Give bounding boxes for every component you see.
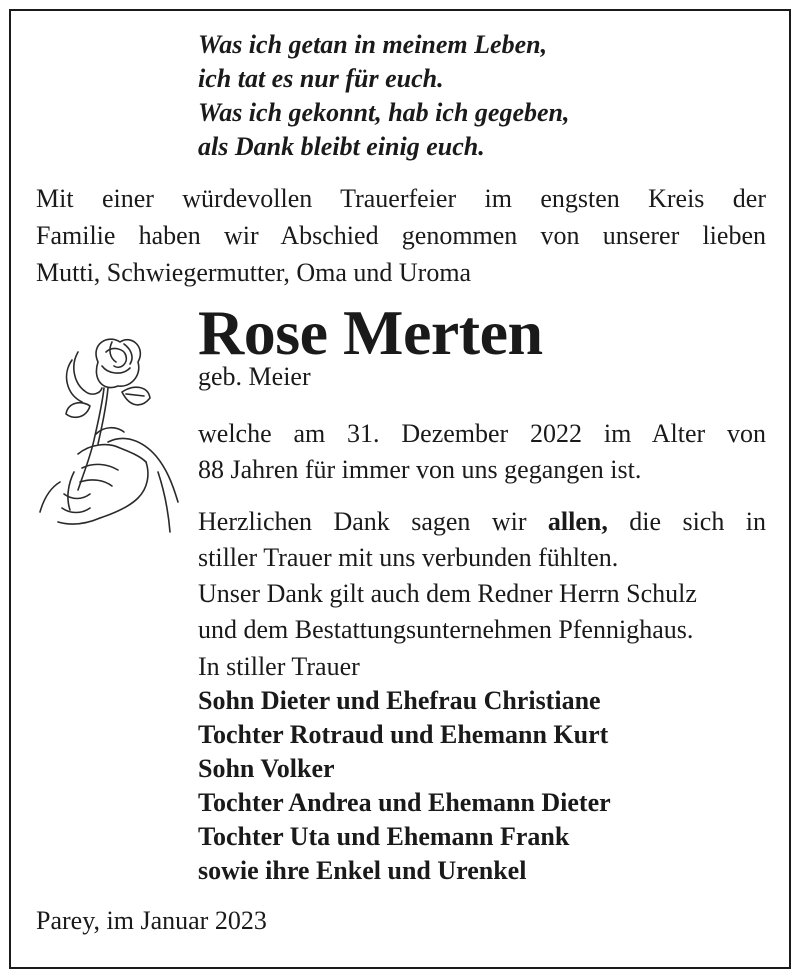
mourners [198,650,766,888]
thanks-emphasis: allen, [547,507,608,536]
poem-line: Was ich getan in meinem Leben, [198,30,548,59]
rose-in-hand-icon [38,322,183,537]
deceased-name: Rose Merten [198,297,543,368]
thanks-line: stiller Trauer mit uns verbunden fühlten. [198,543,619,572]
thanks-text [198,504,766,648]
thanks-line: und dem Bestattungsunternehmen Pfennighaus. [198,615,694,644]
poem-line: ich tat es nur für euch. [198,64,444,93]
intro-line: Familie haben wir Abschied genommen von unserer lieben [36,221,766,250]
thanks-line-start: Herzlichen Dank sagen wir [198,507,548,536]
thanks-line-end: die sich in [607,507,766,536]
mourner-name: Tochter Uta und Ehemann Frank [198,822,570,851]
death-notice-line: 88 Jahren für immer von uns gegangen ist. [198,455,642,484]
born-name: geb. Meier [198,362,311,391]
mourner-name: Tochter Rotraud und Ehemann Kurt [198,720,609,749]
thanks-line: Unser Dank gilt auch dem Redner Herrn Schulz [198,579,697,608]
intro-text [36,180,766,291]
death-notice-line: welche am 31. Dezember 2022 im Alter von [198,419,766,448]
mourners-heading: In stiller Trauer [198,652,360,681]
mourner-name: Sohn Dieter und Ehefrau Christiane [198,686,601,715]
place-date: Parey, im Januar 2023 [36,906,267,935]
thanks-line [198,504,766,540]
poem-line: als Dank bleibt einig euch. [198,132,485,161]
intro-line: Mutti, Schwiegermutter, Oma und Uroma [36,258,472,287]
intro-line: Mit einer würdevollen Trauerfeier im engsten Kreis der [36,184,766,213]
poem [198,28,569,164]
mourner-name: sowie ihre Enkel und Urenkel [198,856,527,885]
mourner-name: Tochter Andrea und Ehemann Dieter [198,788,611,817]
mourner-name: Sohn Volker [198,754,335,783]
poem-line: Was ich gekonnt, hab ich gegeben, [198,98,570,127]
death-notice [198,416,766,488]
